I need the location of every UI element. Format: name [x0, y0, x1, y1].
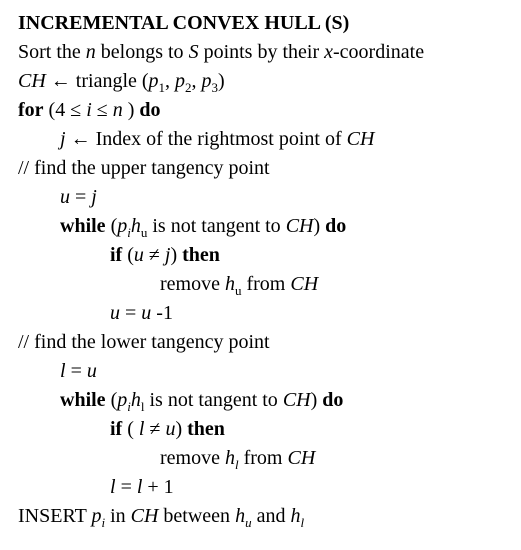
keyword-then: then	[182, 244, 220, 266]
var-n: n	[112, 99, 123, 121]
var-h: h	[130, 389, 141, 411]
text: =	[70, 186, 92, 208]
step-l-assign	[60, 357, 97, 386]
for-loop-header	[18, 96, 161, 125]
var-h: h	[224, 273, 235, 295]
var-ch: CH	[18, 70, 46, 92]
subscript: 2	[185, 80, 192, 95]
var-p: p	[117, 215, 128, 237]
keyword-for: for	[18, 99, 44, 121]
var-ch: CH	[130, 505, 159, 527]
text: (	[105, 215, 118, 237]
var-u: u	[86, 360, 97, 382]
var-s: S	[188, 41, 199, 63]
text: Sort the	[18, 41, 86, 63]
var-l: l	[136, 476, 143, 498]
if-lower	[110, 415, 225, 444]
var-p: p	[91, 505, 102, 527]
text: )	[170, 244, 183, 266]
var-u: u	[110, 302, 120, 324]
text: is not tangent to	[147, 215, 286, 237]
comment-upper-tangency: // find the upper tangency point	[18, 157, 270, 179]
text: )	[175, 418, 188, 440]
keyword-do: do	[325, 215, 347, 237]
var-i: i	[86, 99, 92, 121]
var-u: u	[141, 302, 152, 324]
text: (	[105, 389, 118, 411]
keyword-while: while	[60, 215, 106, 237]
var-ch: CH	[282, 389, 311, 411]
var-p: p	[148, 70, 159, 92]
var-u: u	[60, 186, 70, 208]
subscript: i	[101, 515, 106, 530]
text: remove	[160, 447, 225, 469]
text: in	[105, 505, 131, 527]
text: (	[122, 244, 134, 266]
var-l: l	[60, 360, 66, 382]
var-ch: CH	[285, 215, 314, 237]
subscript: 1	[158, 80, 166, 95]
var-l: l	[110, 476, 116, 498]
text: Index of the rightmost point of	[95, 128, 347, 150]
text: ,	[165, 70, 176, 92]
var-h: h	[290, 505, 301, 527]
var-j: j	[164, 244, 171, 266]
while-upper	[60, 212, 346, 241]
text: -coordinate	[333, 41, 425, 63]
text: from	[238, 447, 288, 469]
var-h: h	[235, 505, 246, 527]
comment-lower-tangency: // find the lower tangency point	[18, 331, 270, 353]
step-l-increment	[110, 473, 174, 502]
var-ch: CH	[290, 273, 319, 295]
text: ,	[191, 70, 202, 92]
var-ch: CH	[287, 447, 316, 469]
text: remove	[160, 273, 225, 295]
var-h: h	[224, 447, 235, 469]
text: INSERT	[18, 505, 92, 527]
var-h: h	[130, 215, 141, 237]
var-u: u	[133, 244, 144, 266]
subscript: u	[234, 283, 242, 298]
keyword-do: do	[322, 389, 344, 411]
text: belongs to	[95, 41, 189, 63]
subscript: 3	[211, 80, 219, 95]
step-init-triangle	[18, 67, 225, 96]
var-ch: CH	[346, 128, 375, 150]
text: ≠	[143, 244, 165, 266]
var-x: x	[324, 41, 333, 63]
subscript: l	[234, 457, 239, 472]
keyword-while: while	[60, 389, 106, 411]
text: is not tangent to	[144, 389, 283, 411]
text: )	[122, 99, 140, 121]
text: points by their	[198, 41, 325, 63]
text: + 1	[142, 476, 174, 498]
remove-hl	[160, 444, 315, 473]
subscript: l	[140, 399, 145, 414]
text: triangle (	[75, 70, 149, 92]
text: )	[218, 70, 225, 92]
text: between	[158, 505, 236, 527]
step-insert	[18, 502, 304, 531]
step-u-assign	[60, 183, 97, 212]
subscript: l	[300, 515, 305, 530]
var-j: j	[60, 128, 66, 150]
text: and	[251, 505, 291, 527]
step-sort	[18, 38, 424, 67]
subscript: u	[140, 225, 148, 240]
remove-hu	[160, 270, 318, 299]
text: )	[313, 215, 326, 237]
step-u-decrement	[110, 299, 173, 328]
text: =	[115, 476, 137, 498]
var-n: n	[85, 41, 96, 63]
keyword-then: then	[187, 418, 225, 440]
text: (	[122, 418, 139, 440]
subscript: i	[127, 399, 131, 414]
step-rightmost	[60, 125, 374, 154]
subscript: i	[127, 225, 131, 240]
keyword-if: if	[110, 418, 123, 440]
algorithm-title: INCREMENTAL CONVEX HULL (S)	[18, 12, 350, 34]
text: =	[120, 302, 142, 324]
assign-arrow: ←	[65, 128, 96, 150]
text: =	[65, 360, 87, 382]
if-upper	[110, 241, 220, 270]
text: from	[241, 273, 291, 295]
text: )	[310, 389, 323, 411]
keyword-if: if	[110, 244, 123, 266]
var-p: p	[117, 389, 128, 411]
text: ≤	[91, 99, 113, 121]
subscript: u	[245, 515, 252, 530]
text: (4 ≤	[43, 99, 87, 121]
var-p: p	[201, 70, 212, 92]
var-u: u	[165, 418, 176, 440]
keyword-do: do	[139, 99, 161, 121]
var-l: l	[138, 418, 145, 440]
text: -1	[151, 302, 173, 324]
assign-arrow: ←	[45, 70, 76, 92]
var-p: p	[175, 70, 186, 92]
while-lower	[60, 386, 343, 415]
var-j: j	[91, 186, 97, 208]
text: ≠	[144, 418, 166, 440]
